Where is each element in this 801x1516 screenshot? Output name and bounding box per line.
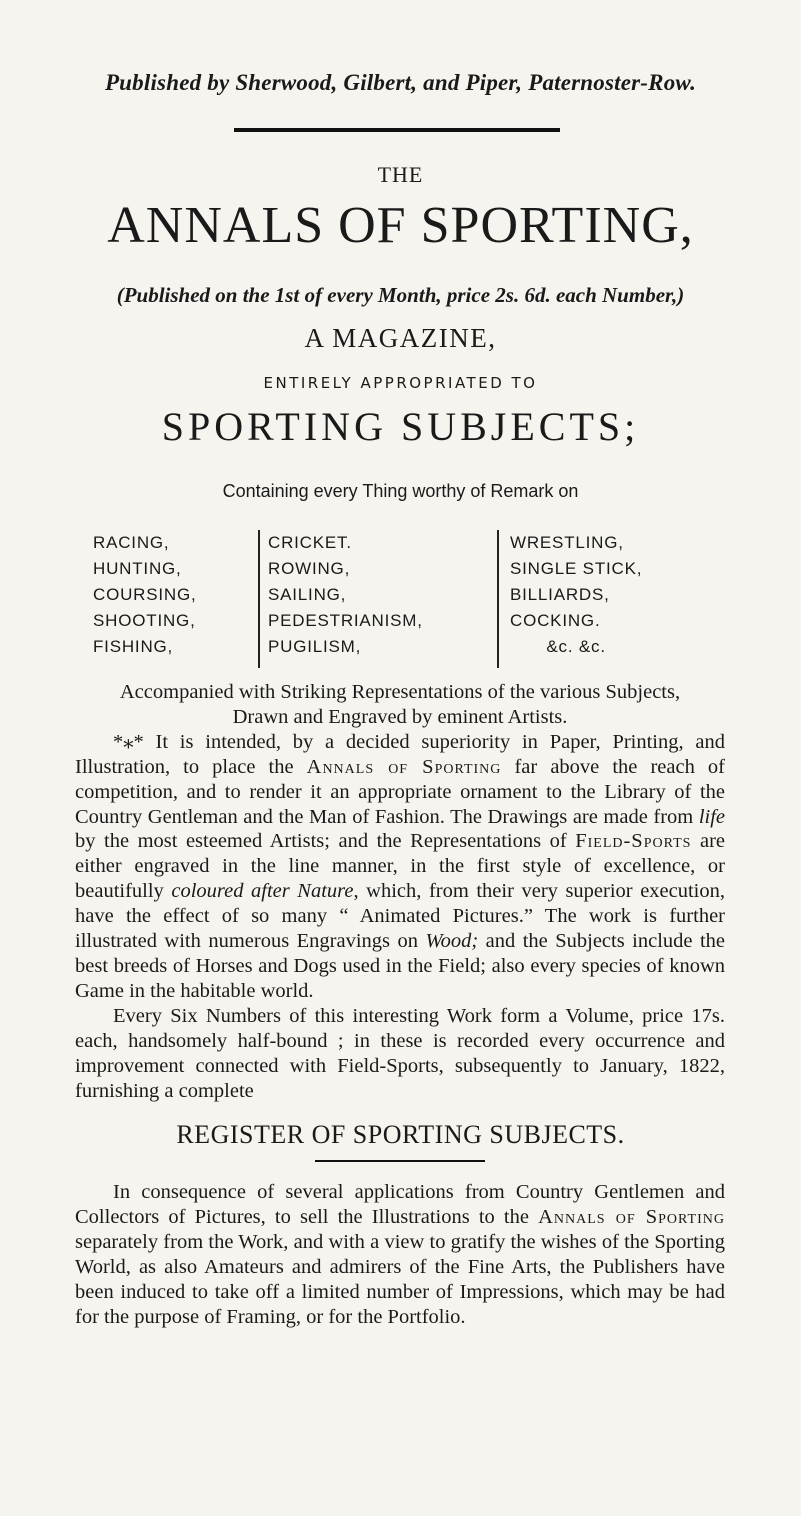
sport-item: WRESTLING, (510, 533, 624, 552)
publication-note: (Published on the 1st of every Month, price 2s. 6d. each Number,) (116, 283, 685, 307)
top-rule (234, 128, 560, 132)
annals-smallcaps: Annals of Sporting (538, 1206, 725, 1228)
entirely-line: ENTIRELY APPROPRIATED TO (263, 374, 538, 392)
title-article: THE (377, 162, 424, 187)
sport-item: ROWING, (268, 559, 351, 578)
notice-paragraph: *⁎* It is intended, by a decided superiority in Paper, Printing, and Illustration, to place the Annals of Sporting far above the reach of competition, and to render it an appropriate ornament to the Library of the Country Gentleman and the Man of Fashion. The Drawings are made from life by the most esteemed Artists; and the Representations of Field-Sports are either engraved in the line manner, in the first style of excellence, or beautifully coloured after Nature, which, from their very superior execution, have the effect of so many “ Animated Pictures.” The work is further illustrated with numerous Engravings on Wood; and the Subjects include the best breeds of Horses and Dogs used in the Field; also every species of known Game in the habitable world. (75, 730, 726, 1002)
publisher-line: Published by Sherwood, Gilbert, and Piper, Paternoster-Row. (104, 70, 697, 95)
sport-item: &c. &c. (546, 637, 606, 656)
sporting-subjects-heading: SPORTING SUBJECTS; (161, 404, 640, 449)
main-title: ANNALS OF SPORTING, (107, 197, 694, 254)
sport-item: RACING, (93, 533, 170, 552)
annals-smallcaps: Annals of Sporting (306, 755, 502, 778)
middle-rule (315, 1160, 485, 1162)
register-heading: REGISTER OF SPORTING SUBJECTS. (176, 1120, 625, 1149)
sport-item: COCKING. (510, 611, 601, 630)
sport-item: FISHING, (93, 637, 174, 656)
asterism: *⁎* (113, 730, 144, 753)
sports-column-3 (510, 530, 642, 660)
consequence-paragraph: In consequence of several applications from Country Gentlemen and Collectors of Pictures, to sell the Illustrations to the Annals of Sporting separately from the Work, and with a view to gratify the wishes of the Sporting World, as also Amateurs and admirers of the Fine Arts, the Publishers have been induced to take off a limited number of Impressions, which may be had for the purpose of Framing, or for the Portfolio. (75, 1181, 725, 1328)
containing-line: Containing every Thing worthy of Remark on (222, 481, 579, 501)
sport-item: HUNTING, (93, 559, 182, 578)
sport-item: SAILING, (268, 585, 347, 604)
sport-item: PEDESTRIANISM, (268, 611, 423, 630)
sport-item: COURSING, (93, 585, 197, 604)
sports-column-2 (268, 530, 423, 660)
magazine-subtitle: A MAGAZINE, (304, 323, 497, 353)
column-divider (497, 530, 499, 668)
sport-item: PUGILISM, (268, 637, 362, 656)
description-block (75, 680, 725, 1103)
sport-item: CRICKET. (268, 533, 352, 552)
field-sports-smallcaps: Field-Sports (575, 830, 692, 853)
sports-columns (0, 530, 801, 675)
sport-item: BILLIARDS, (510, 585, 610, 604)
volume-paragraph: Every Six Numbers of this interesting Work form a Volume, price 17s. each, handsomely half-bound ; in these is recorded every occurrence and improvement connected with Field-Sports, subsequently to January, 1822, furnishing a complete (75, 1004, 725, 1102)
column-divider (258, 530, 260, 668)
sport-item: SINGLE STICK, (510, 559, 643, 578)
consequence-block (75, 1180, 725, 1330)
accompanied-line-2: Drawn and Engraved by eminent Artists. (232, 705, 568, 728)
sports-column-1 (93, 530, 197, 660)
accompanied-line-1: Accompanied with Striking Representations of the various Subjects, (119, 681, 681, 703)
sport-item: SHOOTING, (93, 611, 196, 630)
